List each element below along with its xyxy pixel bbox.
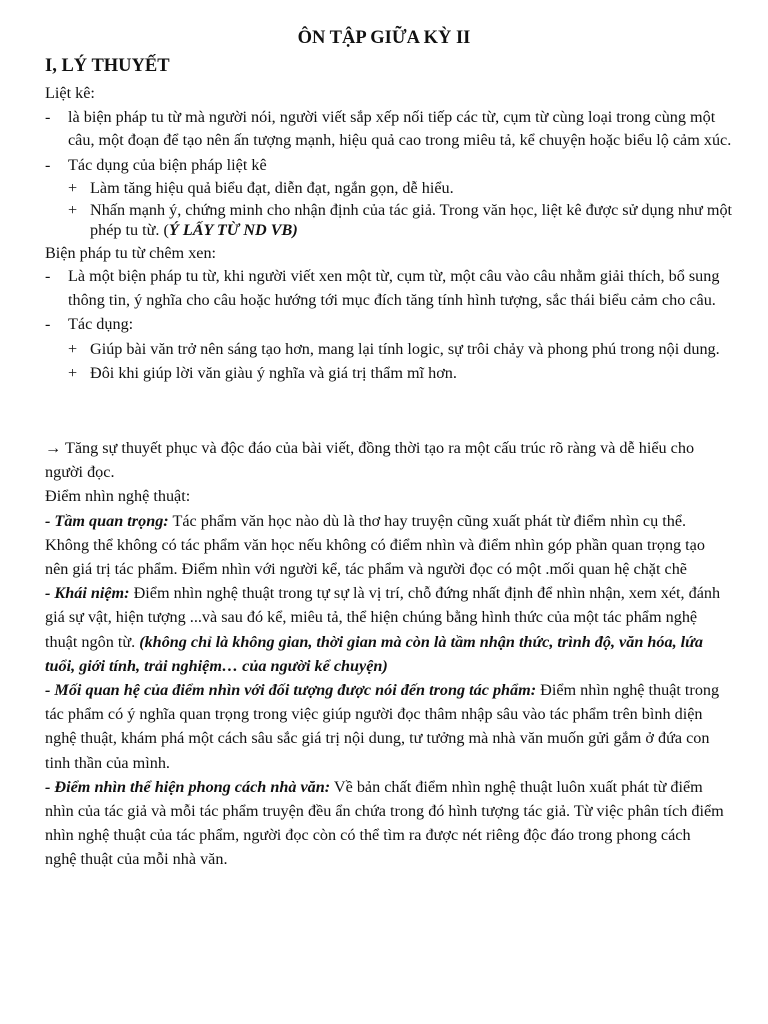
emphasis-note: Ý LẤY TỪ ND VB) [168, 221, 298, 239]
chem-xen-heading: Biện pháp tu từ chêm xen: [45, 243, 217, 262]
page-title: ÔN TẬP GIỮA KỲ II [297, 28, 471, 48]
paragraph-label: - Điểm nhìn thể hiện phong cách nhà văn: [45, 777, 331, 796]
plus-marker: + [68, 179, 78, 197]
emphasis-note: (không chỉ là không gian, thời gian mà còn là tầm nhận thức, trình độ, văn hóa, lứa tuổi, giới tính, trải nghiệm… của người kể chuyện) [45, 632, 703, 675]
list-item [45, 154, 735, 178]
paragraph-label: - Khái niệm: [45, 584, 130, 603]
theory-section [45, 82, 735, 386]
list-item [45, 265, 735, 312]
plus-marker: + [68, 339, 78, 358]
list-item [45, 106, 735, 153]
paragraph-text: Điểm nhìn nghệ thuật trong tác phẩm có ý nghĩa quan trọng trong việc giúp người đọc thâm nhập sâu vào tác phẩm trên bình diện nghệ thuật, khám phá một cách sâu sắc giá trị nội dung, tư tưởng mà nhà văn muốn gửi gắm ở đứa con tinh thần của mình. [45, 681, 720, 772]
liet-ke-heading: Liệt kê: [45, 84, 95, 102]
sub-list-item [45, 338, 735, 361]
sub-list-item-text: Nhấn mạnh ý, chứng minh cho nhận định của tác giả. Trong văn học, liệt kê được sử dụng như một phép tu từ. ( [90, 200, 733, 239]
concept-paragraph [45, 581, 725, 678]
paragraph-text: Điểm nhìn nghệ thuật trong tự sự là vị trí, chỗ đứng nhất định để nhìn nhận, xem xét, đánh giá sự vật, hiện tượng ...và sau đó kể, miêu tả, thể hiện chúng bằng hình thức của một tác phẩm nghệ thuật ngôn từ. [45, 584, 721, 651]
list-item-text: là biện pháp tu từ mà người nói, người viết sắp xếp nối tiếp các từ, cụm từ cùng loại trong cùng một câu, một đoạn để tạo nên ấn tượng mạnh, hiệu quả cao trong miêu tả, kể chuyện hoặc biểu lộ cảm xúc. [68, 107, 732, 149]
conclusion-paragraph [45, 436, 725, 484]
plus-marker: + [68, 363, 78, 382]
viewpoint-section [45, 436, 725, 872]
sub-list-item-text: Làm tăng hiệu quả biểu đạt, diễn đạt, ngắn gọn, dễ hiểu. [90, 179, 454, 197]
dash-marker: - [45, 267, 51, 285]
conclusion-text: Tăng sự thuyết phục và độc đáo của bài viết, đồng thời tạo ra một cấu trúc rõ ràng và dễ hiểu cho người đọc. [45, 439, 695, 482]
paragraph-text: Tác phẩm văn học nào dù là thơ hay truyện cũng xuất phát từ điểm nhìn cụ thể. Không thể không có tác phẩm văn học nếu không có điểm nhìn và điểm nhìn góp phần quan trọng tạo nên giá trị tác phẩm. Điểm nhìn với người kể, tác phẩm và người đọc có một .mối quan hệ chặt chẽ [45, 511, 705, 579]
list-item-text: Là một biện pháp tu từ, khi người viết xen một từ, cụm từ, một câu vào câu nhằm giải thích, bổ sung thông tin, ý nghĩa cho câu hoặc hướng tới mục đích tăng tính hình tượng, sắc thái biểu cảm cho câu. [68, 267, 720, 309]
dash-marker: - [45, 315, 51, 333]
sub-list-item [45, 362, 735, 385]
paragraph-label: - Mối quan hệ của điểm nhìn với đối tượng được nói đến trong tác phẩm: [45, 681, 537, 700]
importance-paragraph [45, 509, 725, 582]
list-item [45, 313, 735, 337]
list-item-text: Tác dụng của biện pháp liệt kê [68, 155, 267, 174]
sub-list-item-text: Đôi khi giúp lời văn giàu ý nghĩa và giá trị thẩm mĩ hơn. [90, 363, 457, 382]
list-item-text: Tác dụng: [68, 315, 134, 333]
dash-marker: - [45, 107, 51, 126]
sub-list-item [45, 200, 735, 241]
diem-nhin-heading: Điểm nhìn nghệ thuật: [45, 487, 191, 506]
paragraph-text: Về bản chất điểm nhìn nghệ thuật luôn xuất phát từ điểm nhìn của tác giả và mỗi tác phẩm truyện đều ẩn chứa trong đó hình tượng tác giả. Từ việc phân tích điểm nhìn nghệ thuật của tác phẩm, người đọc còn có thể tìm ra được nét riêng độc đáo trong phong cách nghệ thuật của mỗi nhà văn. [45, 777, 724, 869]
style-paragraph [45, 775, 725, 872]
plus-marker: + [68, 200, 78, 219]
arrow-icon: → [45, 439, 62, 457]
section-heading: I, LÝ THUYẾT [45, 56, 170, 76]
dash-marker: - [45, 155, 51, 174]
relationship-paragraph [45, 678, 725, 775]
sub-list-item-text: Giúp bài văn trở nên sáng tạo hơn, mang lại tính logic, sự trôi chảy và phong phú trong nội dung. [90, 339, 720, 358]
paragraph-label: - Tầm quan trọng: [45, 511, 169, 530]
sub-list-item [45, 178, 735, 199]
